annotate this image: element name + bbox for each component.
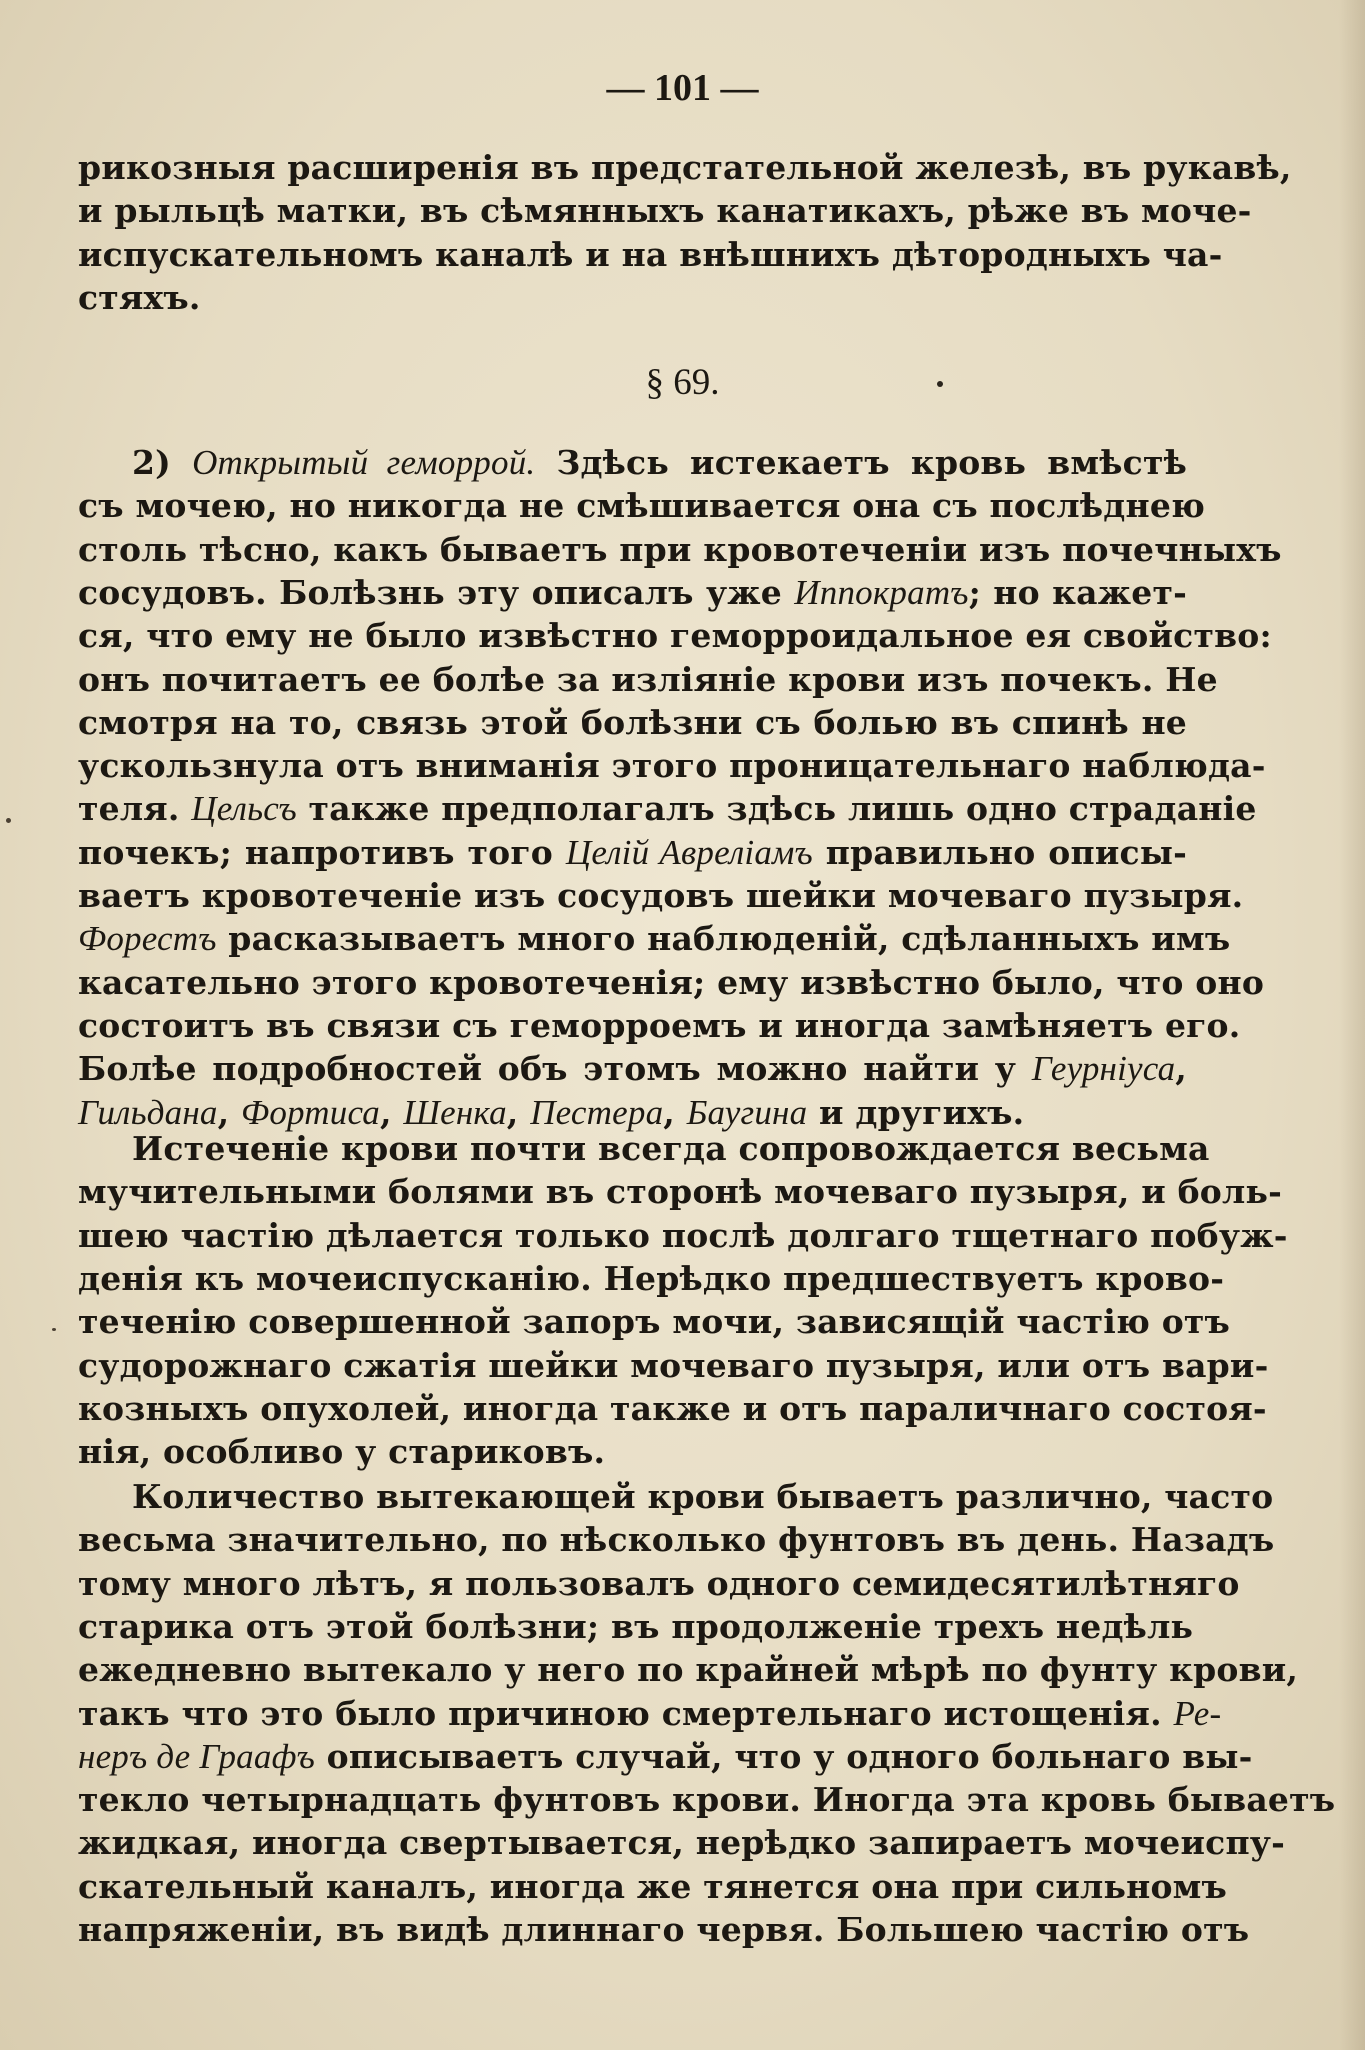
text-line: мучительными болями въ сторонѣ мочеваго пузыря, и боль- bbox=[78, 1172, 1282, 1212]
ink-dot bbox=[937, 381, 943, 387]
text-span: , bbox=[380, 1092, 404, 1132]
text-line: столь тѣсно, какъ бываетъ при кровотеченіи изъ почечныхъ bbox=[78, 529, 1282, 569]
text-line: скательный каналъ, иногда же тянется она при сильномъ bbox=[78, 1866, 1228, 1906]
text-line bbox=[78, 787, 1257, 831]
text-line: судорожнаго сжатія шейки мочеваго пузыря, или отъ вари- bbox=[78, 1345, 1269, 1385]
text-span: почекъ; напротивъ того bbox=[78, 832, 566, 872]
text-line bbox=[78, 917, 1231, 961]
italic-name: Ре- bbox=[1173, 1693, 1222, 1733]
text-line bbox=[78, 571, 1187, 615]
text-line: денія къ мочеиспусканію. Нерѣдко предшествуетъ крово- bbox=[78, 1258, 1225, 1298]
text-line bbox=[78, 441, 1187, 485]
italic-name: Целій Авреліамъ bbox=[565, 832, 813, 872]
text-line: козныхъ опухолей, иногда также и отъ параличнаго состоя- bbox=[78, 1388, 1267, 1428]
text-span: расказываетъ много наблюденій, сдѣланныхъ имъ bbox=[216, 919, 1231, 959]
text-span: и другихъ. bbox=[807, 1092, 1025, 1132]
italic-name: Шенка bbox=[403, 1092, 507, 1132]
text-span: , bbox=[663, 1092, 687, 1132]
text-span: такъ что это было причиною смертельнаго истощенія. bbox=[78, 1693, 1174, 1733]
italic-name: Цельсъ bbox=[191, 789, 297, 829]
text-line: ся, что ему не было извѣстно геморроидальное ея свойство: bbox=[78, 616, 1272, 656]
paper-speck bbox=[6, 818, 11, 823]
text-line: весьма значительно, по нѣсколько фунтовъ въ день. Назадъ bbox=[78, 1520, 1275, 1560]
text-line: состоитъ въ связи съ геморроемъ и иногда замѣняетъ его. bbox=[78, 1005, 1241, 1045]
paper-speck bbox=[52, 1328, 56, 1331]
italic-name: Открытый геморрой. bbox=[192, 443, 536, 482]
text-span: теля. bbox=[78, 789, 192, 829]
italic-name: Иппократъ bbox=[794, 572, 969, 612]
text-line: старика отъ этой болѣзни; въ продолженіе трехъ недѣль bbox=[78, 1606, 1194, 1646]
text-line: Количество вытекающей крови бываетъ различно, часто bbox=[132, 1477, 1274, 1516]
section-heading: § 69. bbox=[645, 362, 720, 403]
text-line: и рыльцѣ матки, въ сѣмянныхъ канатикахъ, рѣже въ моче- bbox=[78, 191, 1252, 231]
text-line bbox=[78, 1692, 1222, 1736]
text-line: онъ почитаетъ ее болѣе за изліяніе крови изъ почекъ. Не bbox=[78, 659, 1218, 699]
text-line: напряженіи, въ видѣ длиннаго червя. Большею частію отъ bbox=[78, 1910, 1250, 1949]
text-line: стяхъ. bbox=[78, 277, 201, 317]
text-line: рикозныя расширенія въ предстательной железѣ, въ рукавѣ, bbox=[78, 148, 1292, 187]
italic-name: Пестера bbox=[530, 1092, 664, 1132]
text-span: 2) bbox=[132, 443, 193, 482]
text-span: описываетъ случай, что у одного больнаго вы- bbox=[314, 1736, 1253, 1776]
text-line: касательно этого кровотеченія; ему извѣстно было, что оно bbox=[78, 962, 1265, 1002]
text-line bbox=[78, 831, 1187, 875]
italic-name: Фортиса bbox=[241, 1092, 380, 1132]
text-span: правильно описы- bbox=[812, 832, 1188, 872]
text-line: теченію совершенной запоръ мочи, зависящій частію отъ bbox=[78, 1302, 1231, 1342]
text-span: Здѣсь истекаетъ кровь вмѣстѣ bbox=[535, 443, 1187, 482]
italic-name: Геурніуса bbox=[1031, 1049, 1176, 1089]
text-span: сосудовъ. Болѣзнь эту описалъ уже bbox=[78, 572, 795, 612]
text-line: шею частію дѣлается только послѣ долгаго тщетнаго побуж- bbox=[78, 1215, 1288, 1255]
text-line: ваетъ кровотеченіе изъ сосудовъ шейки мочеваго пузыря. bbox=[78, 876, 1244, 915]
text-span: , bbox=[1175, 1049, 1187, 1089]
text-span: ; но кажет- bbox=[968, 572, 1187, 612]
text-line: испускательномъ каналѣ и на внѣшнихъ дѣтородныхъ ча- bbox=[78, 234, 1223, 274]
text-line: жидкая, иногда свертывается, нерѣдко запираетъ мочеиспу- bbox=[78, 1823, 1286, 1863]
text-line: нія, особливо у стариковъ. bbox=[78, 1432, 606, 1472]
page-number: — 101 — bbox=[606, 67, 759, 109]
italic-name: неръ де Граафъ bbox=[78, 1736, 315, 1776]
text-line: текло четырнадцать фунтовъ крови. Иногда эта кровь бываетъ bbox=[78, 1780, 1336, 1820]
text-line: съ мочею, но никогда не смѣшивается она съ послѣднею bbox=[78, 486, 1206, 526]
text-line: ускользнула отъ вниманія этого проницательнаго наблюда- bbox=[78, 746, 1266, 786]
text-span: , bbox=[506, 1092, 531, 1132]
text-line bbox=[78, 1047, 1187, 1091]
text-span: также предполагалъ здѣсь лишь одно страданіе bbox=[296, 789, 1257, 829]
text-line bbox=[78, 1735, 1253, 1779]
page-edge-shadow bbox=[1339, 0, 1365, 2050]
italic-name: Гильдана bbox=[78, 1092, 218, 1132]
italic-name: Форестъ bbox=[78, 919, 217, 959]
text-span: Болѣе подробностей объ этомъ можно найти у bbox=[78, 1049, 1032, 1089]
italic-name: Баугина bbox=[686, 1092, 808, 1132]
text-line: ежедневно вытекало у него по крайней мѣрѣ по фунту крови, bbox=[78, 1650, 1299, 1690]
text-line: Истеченіе крови почти всегда сопровождается весьма bbox=[132, 1129, 1210, 1168]
text-line: тому много лѣтъ, я пользовалъ одного семидесятилѣтняго bbox=[78, 1563, 1240, 1603]
text-line: смотря на то, связь этой болѣзни съ болью въ спинѣ не bbox=[78, 702, 1187, 742]
text-span: , bbox=[217, 1092, 241, 1132]
